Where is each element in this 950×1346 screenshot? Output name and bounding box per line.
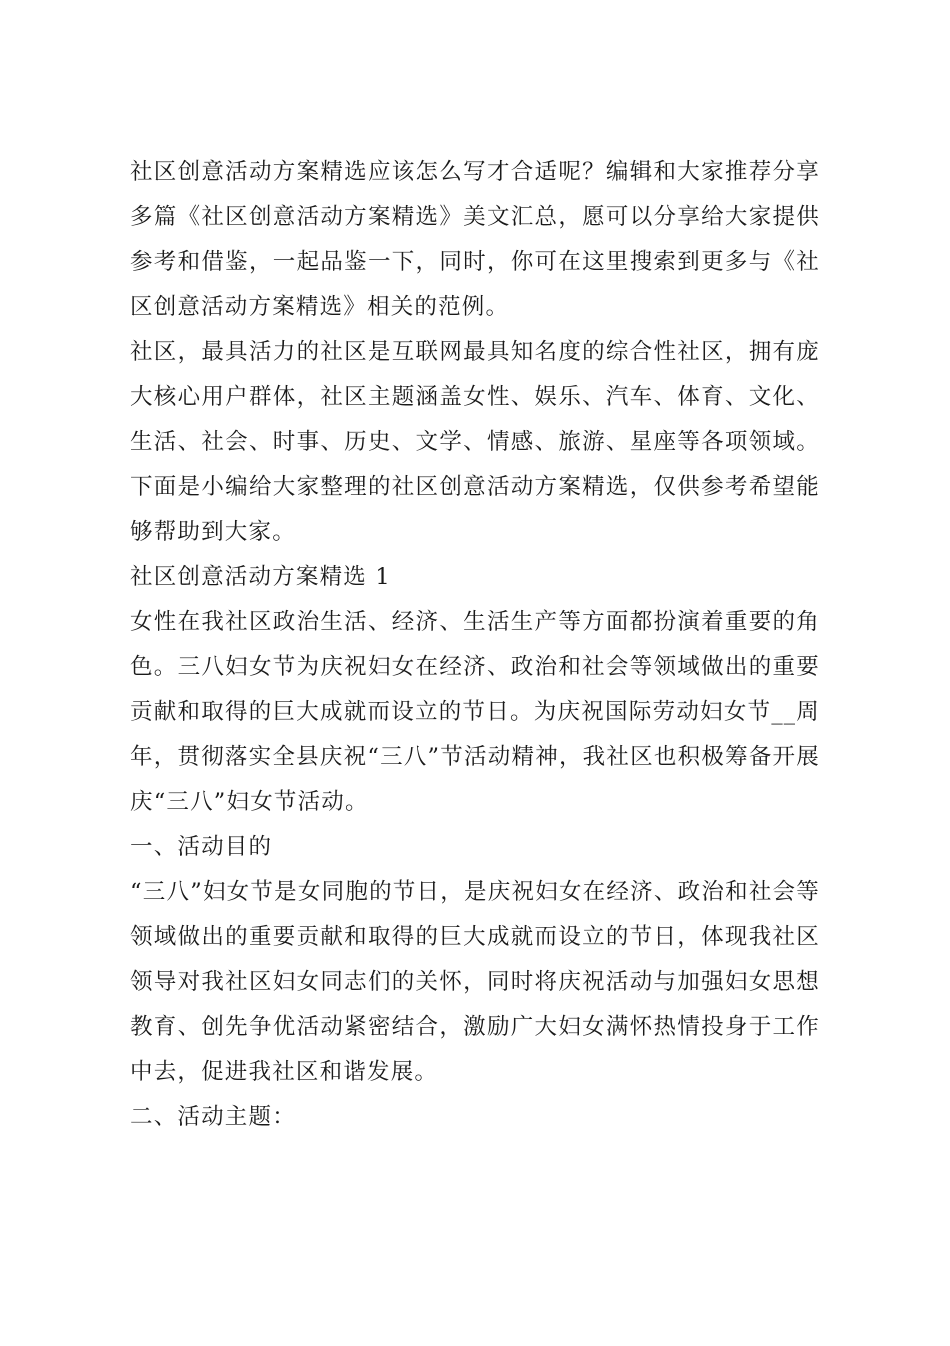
- intro-paragraph: 社区创意活动方案精选应该怎么写才合适呢？编辑和大家推荐分享多篇《社区创意活动方案精选》美文汇总，愿可以分享给大家提供参考和借鉴，一起品鉴一下，同时，你可在这里搜索到更多与《社区创意活动方案精选》相关的范例。: [130, 159, 820, 320]
- section-title: 社区创意活动方案精选 1: [130, 564, 391, 590]
- document-page: [130, 150, 820, 1140]
- description-paragraph: 社区，最具活力的社区是互联网最具知名度的综合性社区，拥有庞大核心用户群体，社区主题涵盖女性、娱乐、汽车、体育、文化、生活、社会、时事、历史、文学、情感、旅游、星座等各项领域。下面是小编给大家整理的社区创意活动方案精选，仅供参考希望能够帮助到大家。: [130, 339, 820, 545]
- section-body-paragraph: 女性在我社区政治生活、经济、生活生产等方面都扮演着重要的角色。三八妇女节为庆祝妇女在经济、政治和社会等领域做出的重要贡献和取得的巨大成就而设立的节日。为庆祝国际劳动妇女节__周年，贯彻落实全县庆祝“三八”节活动精神，我社区也积极筹备开展庆“三八”妇女节活动。: [130, 609, 820, 815]
- heading-activity-theme: 二、活动主题：: [130, 1104, 296, 1130]
- heading-activity-purpose: 一、活动目的: [130, 834, 273, 860]
- purpose-paragraph: “三八”妇女节是女同胞的节日，是庆祝妇女在经济、政治和社会等领域做出的重要贡献和取得的巨大成就而设立的节日，体现我社区领导对我社区妇女同志们的关怀，同时将庆祝活动与加强妇女思想教育、创先争优活动紧密结合，激励广大妇女满怀热情投身于工作中去，促进我社区和谐发展。: [130, 879, 820, 1085]
